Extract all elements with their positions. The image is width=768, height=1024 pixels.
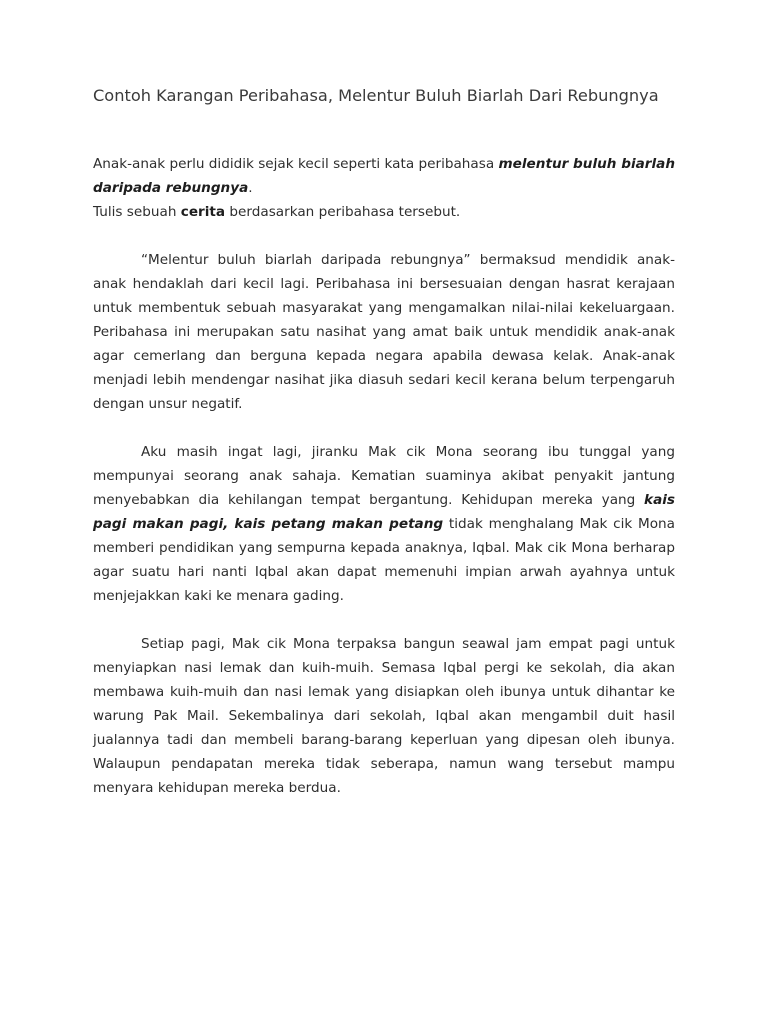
- proverb-emphasis: melentur buluh biarlah daripada rebungnya: [93, 156, 675, 196]
- prompt-text: Anak-anak perlu dididik sejak kecil seperti kata peribahasa: [93, 156, 499, 172]
- document-body: [93, 152, 675, 800]
- idiom-emphasis: kais pagi makan pagi, kais petang makan petang: [93, 492, 675, 532]
- instruction-text-end: berdasarkan peribahasa tersebut.: [225, 204, 461, 220]
- prompt-period: .: [248, 180, 253, 196]
- spacer: [93, 416, 675, 440]
- paragraph-1: “Melentur buluh biarlah daripada rebungnya” bermaksud mendidik anak- anak hendaklah dari kecil lagi. Peribahasa ini bersesuaian dengan hasrat kerajaan untuk membentuk sebuah masyarakat yang mengamalkan nilai-nilai kekeluargaan. Peribahasa ini merupakan satu nasihat yang amat baik untuk mendidik anak-anak agar cemerlang dan berguna kepada negara apabila dewasa kelak. Anak-anak menjadi lebih mendengar nasihat jika diasuh sedari kecil kerana belum terpengaruh dengan unsur negatif.: [93, 252, 675, 412]
- spacer: [93, 224, 675, 248]
- document-title: Contoh Karangan Peribahasa, Melentur Buluh Biarlah Dari Rebungnya: [93, 86, 659, 105]
- prompt-line-2: [93, 200, 675, 224]
- paragraph-2-text-end: tidak menghalang Mak cik Mona memberi pendidikan yang sempurna kepada anaknya, Iqbal. Mak cik Mona berharap agar suatu hari nanti Iqbal akan dapat memenuhi impian arwah ayahnya untuk menjejakkan kaki ke menara gading.: [93, 516, 675, 604]
- paragraph-2-text: Aku masih ingat lagi, jiranku Mak cik Mona seorang ibu tunggal yang mempunyai seorang anak sahaja. Kematian suaminya akibat penyakit jantung menyebabkan dia kehilangan tempat bergantung. Kehidupan mereka yang: [93, 444, 675, 508]
- spacer: [93, 608, 675, 632]
- instruction-text: Tulis sebuah: [93, 204, 181, 220]
- paragraph-3: Setiap pagi, Mak cik Mona terpaksa bangun seawal jam empat pagi untuk menyiapkan nasi lemak dan kuih-muih. Semasa Iqbal pergi ke sekolah, dia akan membawa kuih-muih dan nasi lemak yang disiapkan oleh ibunya untuk dihantar ke warung Pak Mail. Sekembalinya dari sekolah, Iqbal akan mengambil duit hasil jualannya tadi dan membeli barang-barang keperluan yang dipesan oleh ibunya. Walaupun pendapatan mereka tidak seberapa, namun wang tersebut mampu menyara kehidupan mereka berdua.: [93, 636, 675, 796]
- paragraph-2: [93, 440, 675, 608]
- instruction-emphasis: cerita: [180, 204, 226, 220]
- prompt-line-1: [93, 152, 675, 200]
